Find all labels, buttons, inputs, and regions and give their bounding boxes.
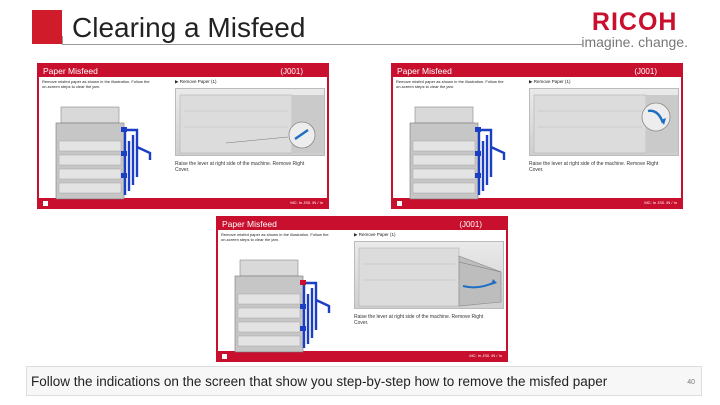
- brand-tagline: imagine. change.: [581, 34, 688, 50]
- panel-header: [39, 65, 327, 77]
- panel-footer: [39, 198, 327, 208]
- footer-icon: [43, 201, 48, 206]
- panel-footer: [393, 198, 681, 208]
- footer-info: MC: In JS0. IN / In: [290, 199, 323, 205]
- footer-icon: [397, 201, 402, 206]
- printer-photo: [354, 241, 504, 309]
- printer-illustration: [230, 248, 340, 356]
- panel-header: [393, 65, 681, 77]
- slide-title: Clearing a Misfeed: [72, 12, 306, 43]
- step-tab[interactable]: ▶ Remove Paper (1): [354, 232, 396, 237]
- printer-illustration: [51, 95, 161, 203]
- step-note: Raise the lever at right side of the machine. Remove Right Cover.: [529, 161, 659, 173]
- footer-info: MC: In JS0. IN / In: [644, 199, 677, 205]
- screen-panel-1: [37, 63, 329, 209]
- step-note: Raise the lever at right side of the machine. Remove Right Cover.: [175, 161, 305, 173]
- footer-info: MC: In JS0. IN / In: [469, 352, 502, 358]
- printer-photo: [175, 88, 325, 156]
- slide-caption: [26, 366, 702, 396]
- panel-body: [39, 77, 327, 198]
- title-underline: [62, 44, 582, 45]
- error-code: (J001): [280, 66, 303, 76]
- printer-illustration: [405, 95, 515, 203]
- panel-header: [218, 218, 506, 230]
- error-code: (J001): [634, 66, 657, 76]
- screen-panel-2: [391, 63, 683, 209]
- brand-logo: [581, 8, 688, 50]
- footer-icon: [222, 354, 227, 359]
- error-code: (J001): [459, 219, 482, 229]
- brand-name: RICOH: [591, 8, 678, 36]
- title-accent-block: [32, 10, 62, 44]
- printer-photo: [529, 88, 679, 156]
- step-tab[interactable]: ▶ Remove Paper (1): [175, 79, 217, 84]
- instruction-text: Remove misfed paper as shown in the illustration. Follow the on-screen steps to clear the jam.: [221, 232, 329, 242]
- panel-title: Paper Misfeed: [43, 66, 98, 76]
- panel-title: Paper Misfeed: [222, 219, 277, 229]
- step-note: Raise the lever at right side of the machine. Remove Right Cover.: [354, 314, 484, 326]
- caption-text: Follow the indications on the screen that show you step-by-step how to remove the misfed paper: [31, 374, 608, 389]
- panel-body: [218, 230, 506, 351]
- panel-footer: [218, 351, 506, 361]
- screen-panel-3: [216, 216, 508, 362]
- panel-title: Paper Misfeed: [397, 66, 452, 76]
- page-number: 40: [687, 379, 695, 386]
- step-tab[interactable]: ▶ Remove Paper (1): [529, 79, 571, 84]
- instruction-text: Remove misfed paper as shown in the illustration. Follow the on-screen steps to clear the jam.: [42, 79, 150, 89]
- instruction-text: Remove misfed paper as shown in the illustration. Follow the on-screen steps to clear the jam.: [396, 79, 504, 89]
- panel-body: [393, 77, 681, 198]
- title-underline-tick: [62, 36, 63, 45]
